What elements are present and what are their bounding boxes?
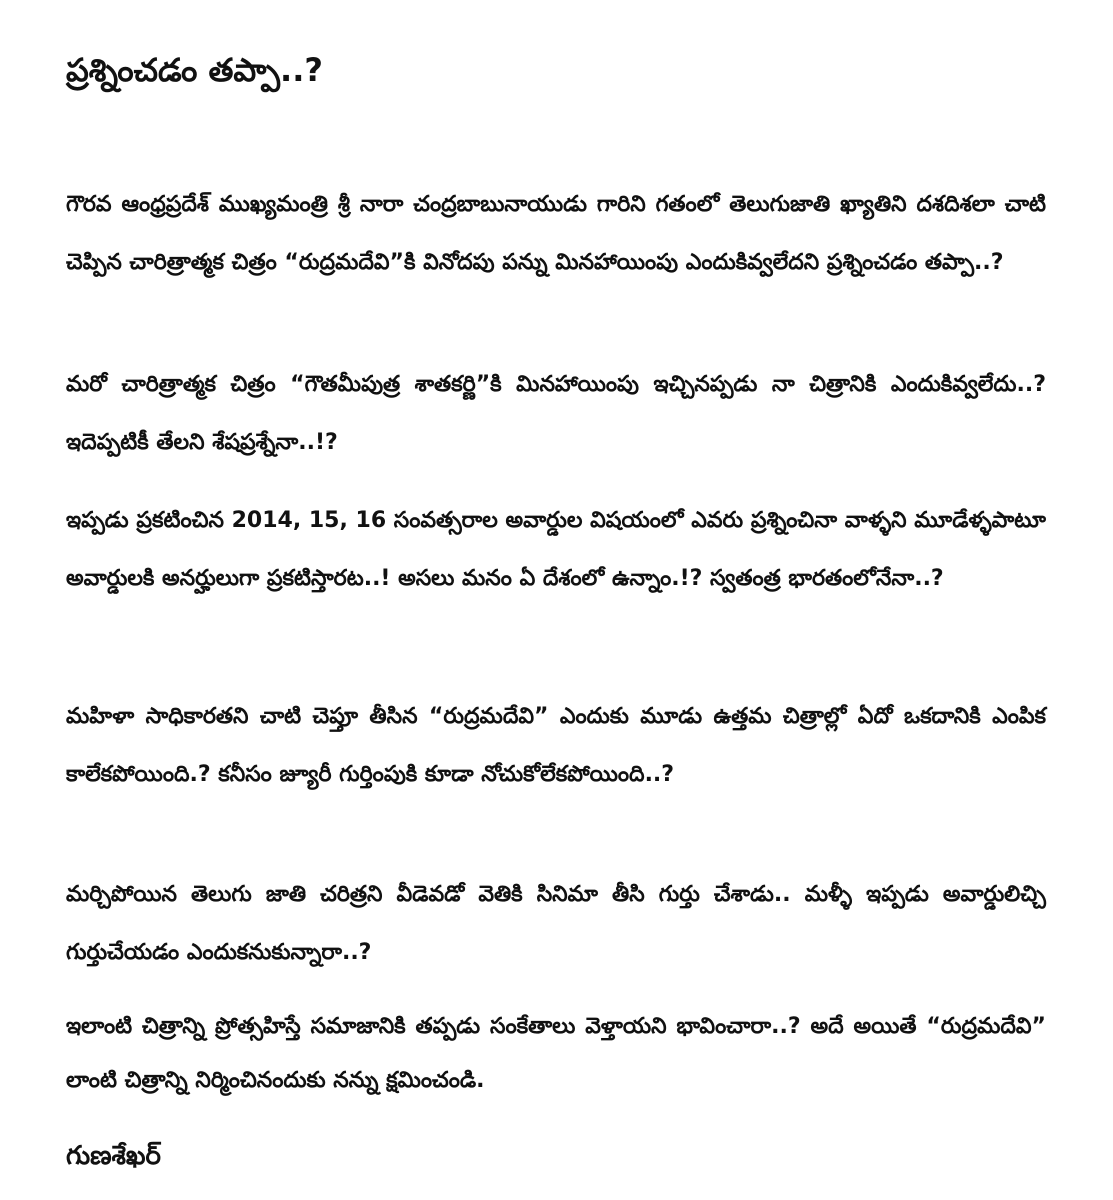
paragraph-5: మర్చిపోయిన తెలుగు జాతి చరిత్రని వీడెవడో వెతికి సినిమా తీసి గుర్తు చేశాడు.. మళ్ళీ ఇప్పడు అవార్డులిచ్చి గుర్తుచేయడం ఎందుకనుకున్నారా..? bbox=[66, 882, 1046, 965]
paragraph-6: ఇలాంటి చిత్రాన్ని ప్రోత్సహిస్తే సమాజానికి తప్పడు సంకేతాలు వెళ్తాయని భావించారా..? అదే అయితే “రుద్రమదేవి” లాంటి చిత్రాన్ని నిర్మించినందుకు నన్ను క్షమించండి. bbox=[66, 1014, 1046, 1093]
paragraph-2: మరో చారిత్రాత్మక చిత్రం “గౌతమీపుత్ర శాతకర్ణి”కి మినహాయింపు ఇచ్చినప్పడు నా చిత్రానికి ఎందుకివ్వలేదు..? ఇదెప్పటికీ తేలని శేషప్రశ్నేనా..!? bbox=[66, 372, 1046, 455]
paragraph-1: గౌరవ ఆంధ్రప్రదేశ్ ముఖ్యమంత్రి శ్రీ నారా చంద్రబాబునాయుడు గారిని గతంలో తెలుగుజాతి ఖ్యాతిని దశదిశలా చాటి చెప్పిన చారిత్రాత్మక చిత్రం “రుద్రమదేవి”కి వినోదపు పన్ను మినహాయింపు ఎందుకివ్వలేదని ప్రశ్నించడం తప్పా..? bbox=[66, 192, 1046, 275]
page-title: ప్రశ్నించడం తప్పా..? bbox=[66, 51, 323, 89]
paragraph-3: ఇప్పడు ప్రకటించిన 2014, 15, 16 సంవత్సరాల అవార్డుల విషయంలో ఎవరు ప్రశ్నించినా వాళ్ళని మూడేళ్ళపాటూ అవార్డులకి అనర్హులుగా ప్రకటిస్తారట..! అసలు మనం ఏ దేశంలో ఉన్నాం.!? స్వతంత్ర భారతంలోనేనా..? bbox=[66, 508, 1046, 591]
paragraph-4: మహిళా సాధికారతని చాటి చెప్తూ తీసిన “రుద్రమదేవి” ఎందుకు మూడు ఉత్తమ చిత్రాల్లో ఏదో ఒకదానికి ఎంపిక కాలేకపోయింది.? కనీసం జ్యూరీ గుర్తింపుకి కూడా నోచుకోలేకపోయింది..? bbox=[66, 704, 1046, 787]
signature: గుణశేఖర్ bbox=[66, 1141, 161, 1171]
